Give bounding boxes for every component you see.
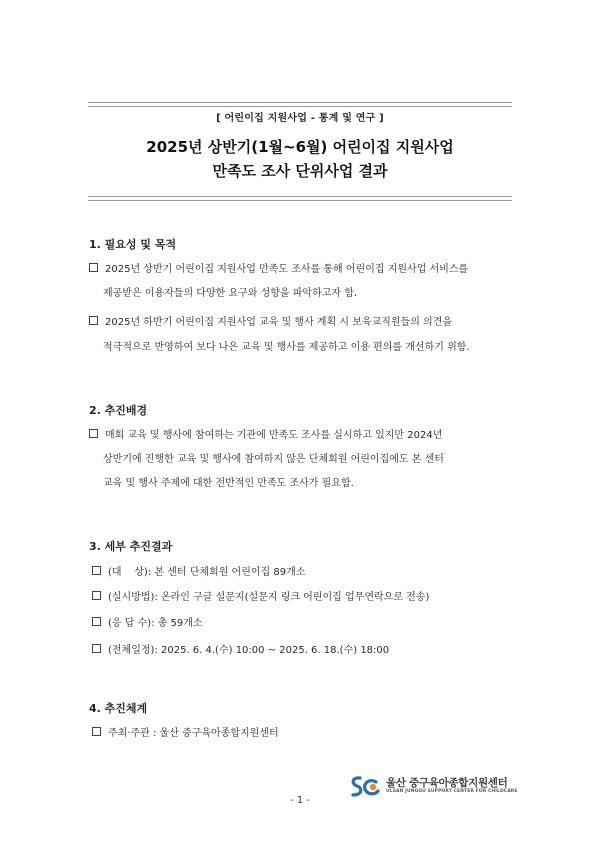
results-item-responses: (응 답 수): 총 59개소 — [92, 617, 203, 630]
purpose-item-2-line2: 적극적으로 반영하여 보다 나은 교육 및 행사를 제공하고 이용 편의를 개선하기 위함. — [103, 342, 470, 353]
checkbox-icon — [92, 591, 101, 600]
checkbox-icon — [92, 644, 101, 653]
purpose-item-1-line1: 2025년 상반기 어린이집 지원사업 만족도 조사를 통해 어린이집 지원사업 서비스를 — [89, 263, 468, 276]
section-heading-system: 4. 추진체계 — [89, 702, 148, 715]
section-heading-results: 3. 세부 추진결과 — [89, 540, 173, 553]
checkbox-icon — [92, 727, 101, 736]
purpose-item-2-line1: 2025년 하반기 어린이집 지원사업 교육 및 행사 계획 시 보육교직원들의 의견을 — [89, 316, 452, 329]
checkbox-icon — [89, 429, 98, 438]
document-title-line2: 만족도 조사 단위사업 결과 — [212, 162, 388, 180]
checkbox-icon — [92, 566, 101, 575]
results-item-method: (실시방법): 온라인 구글 설문지(설문지 링크 어린이집 업무연락으로 전송) — [92, 591, 429, 604]
results-item-schedule: (전체일정): 2025. 6. 4.(수) 10:00 ~ 2025. 6. 18.(수) 18:00 — [92, 644, 389, 657]
header-rule-top — [88, 102, 512, 103]
document-category: [ 어린이집 지원사업 - 통계 및 연구 ] — [216, 113, 384, 124]
background-line1: 매회 교육 및 행사에 참여하는 기관에 만족도 조사를 실시하고 있지만 2024년 — [89, 429, 442, 442]
background-line3: 교육 및 행사 주제에 대한 전반적인 만족도 조사가 필요함. — [103, 478, 354, 489]
purpose-item-1-line2: 제공받은 이용자들의 다양한 요구와 성향을 파악하고자 함. — [103, 288, 358, 299]
checkbox-icon — [89, 263, 98, 272]
center-logo-name-en: ULSAN JUNGGU SUPPORT CENTER FOR CHILDCARE — [386, 789, 518, 794]
checkbox-icon — [92, 617, 101, 626]
checkbox-icon — [89, 316, 98, 325]
header-rule-bottom — [88, 200, 512, 201]
header-rule-top-inner — [88, 106, 512, 107]
section-heading-purpose: 1. 필요성 및 목적 — [89, 238, 177, 251]
document-title-line1: 2025년 상반기(1월~6월) 어린이집 지원사업 — [146, 138, 454, 156]
header-rule-bottom-inner — [88, 196, 512, 197]
center-logo-name-ko: 울산 중구육아종합지원센터 — [386, 777, 508, 789]
page-number: - 1 - — [290, 795, 310, 806]
section-heading-background: 2. 추진배경 — [89, 404, 148, 417]
background-line2: 상반기에 진행한 교육 및 행사에 참여하지 않은 단체회원 어린이집에도 본 센터 — [103, 454, 444, 465]
results-item-target: (대 상): 본 센터 단체회원 어린이집 89개소 — [92, 566, 305, 579]
system-item-host: 주최·주관 : 울산 중구육아종합지원센터 — [92, 727, 279, 740]
